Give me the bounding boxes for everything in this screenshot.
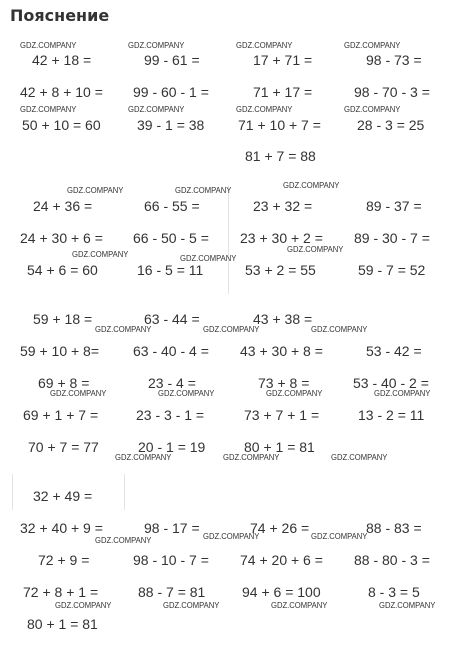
equation: 63 - 44 = — [144, 311, 200, 327]
equation: 73 + 7 + 1 = — [244, 407, 320, 423]
equation: 80 + 1 = 81 — [244, 439, 315, 455]
watermark: GDZ.COMPANY — [55, 600, 112, 610]
equation: 88 - 83 = — [366, 520, 422, 536]
watermark: GDZ.COMPANY — [266, 388, 323, 398]
page-title: Пояснение — [10, 6, 110, 25]
equation: 73 + 8 = — [258, 375, 310, 391]
equation: 72 + 9 = — [38, 552, 90, 568]
equation: 23 - 4 = — [148, 375, 196, 391]
equation: 16 - 5 = 11 — [137, 262, 204, 278]
watermark: GDZ.COMPANY — [236, 40, 293, 50]
watermark: GDZ.COMPANY — [203, 324, 260, 334]
watermark: GDZ.COMPANY — [203, 531, 260, 541]
equation: 88 - 80 - 3 = — [354, 552, 430, 568]
watermark: GDZ.COMPANY — [67, 185, 124, 195]
watermark: GDZ.COMPANY — [283, 180, 340, 190]
watermark: GDZ.COMPANY — [236, 104, 293, 114]
equation: 39 - 1 = 38 — [137, 117, 205, 133]
watermark: GDZ.COMPANY — [20, 40, 77, 50]
equation: 32 + 49 = — [33, 488, 93, 504]
equation: 13 - 2 = 11 — [358, 407, 425, 423]
watermark: GDZ.COMPANY — [379, 600, 436, 610]
equation: 88 - 7 = 81 — [138, 584, 206, 600]
equation: 28 - 3 = 25 — [357, 117, 425, 133]
watermark: GDZ.COMPANY — [50, 388, 107, 398]
equation: 17 + 71 = — [253, 52, 313, 68]
watermark: GDZ.COMPANY — [223, 452, 280, 462]
watermark: GDZ.COMPANY — [20, 104, 77, 114]
equation: 24 + 30 + 6 = — [20, 230, 103, 246]
equation: 42 + 18 = — [32, 52, 92, 68]
equation: 98 - 70 - 3 = — [354, 84, 430, 100]
separator — [228, 186, 229, 294]
watermark: GDZ.COMPANY — [72, 249, 129, 259]
equation: 50 + 10 = 60 — [22, 117, 101, 133]
equation: 63 - 40 - 4 = — [133, 343, 209, 359]
separator — [124, 474, 125, 510]
equation: 94 + 6 = 100 — [242, 584, 321, 600]
watermark: GDZ.COMPANY — [331, 452, 388, 462]
watermark: GDZ.COMPANY — [95, 535, 152, 545]
watermark: GDZ.COMPANY — [95, 324, 152, 334]
watermark: GDZ.COMPANY — [344, 104, 401, 114]
watermark: GDZ.COMPANY — [287, 244, 344, 254]
equation: 80 + 1 = 81 — [27, 616, 98, 632]
equation: 43 + 30 + 8 = — [240, 343, 323, 359]
equation: 99 - 60 - 1 = — [133, 84, 209, 100]
watermark: GDZ.COMPANY — [158, 388, 215, 398]
equation: 74 + 26 = — [250, 520, 310, 536]
equation: 70 + 7 = 77 — [28, 439, 99, 455]
equation: 81 + 7 = 88 — [245, 148, 316, 164]
watermark: GDZ.COMPANY — [115, 452, 172, 462]
equation: 59 + 10 + 8= — [20, 343, 100, 359]
equation: 72 + 8 + 1 = — [23, 584, 99, 600]
equation: 8 - 3 = 5 — [368, 584, 420, 600]
watermark: GDZ.COMPANY — [163, 600, 220, 610]
equation: 69 + 1 + 7 = — [23, 407, 99, 423]
equation: 98 - 17 = — [144, 520, 200, 536]
equation: 53 - 42 = — [366, 343, 422, 359]
watermark: GDZ.COMPANY — [311, 324, 368, 334]
equation: 24 + 36 = — [33, 198, 93, 214]
equation: 23 + 32 = — [253, 198, 313, 214]
equation: 42 + 8 + 10 = — [20, 84, 103, 100]
separator — [12, 474, 13, 510]
equation: 23 - 3 - 1 = — [136, 407, 205, 423]
equation: 32 + 40 + 9 = — [20, 520, 103, 536]
equation: 69 + 8 = — [38, 375, 90, 391]
equation: 66 - 55 = — [144, 198, 200, 214]
equation: 71 + 10 + 7 = — [238, 117, 321, 133]
equation: 66 - 50 - 5 = — [133, 230, 209, 246]
equation: 20 - 1 = 19 — [138, 439, 206, 455]
equation: 99 - 61 = — [144, 52, 200, 68]
watermark: GDZ.COMPANY — [128, 104, 185, 114]
equation: 59 - 7 = 52 — [358, 262, 426, 278]
equation: 53 + 2 = 55 — [245, 262, 316, 278]
equation: 54 + 6 = 60 — [27, 262, 98, 278]
equation: 98 - 10 - 7 = — [133, 552, 209, 568]
equation: 89 - 37 = — [366, 198, 422, 214]
watermark: GDZ.COMPANY — [180, 253, 237, 263]
watermark: GDZ.COMPANY — [344, 40, 401, 50]
equation: 89 - 30 - 7 = — [354, 230, 430, 246]
equation: 74 + 20 + 6 = — [240, 552, 323, 568]
equation: 53 - 40 - 2 = — [353, 375, 429, 391]
watermark: GDZ.COMPANY — [175, 185, 232, 195]
equation: 43 + 38 = — [253, 311, 313, 327]
equation: 98 - 73 = — [366, 52, 422, 68]
watermark: GDZ.COMPANY — [271, 600, 328, 610]
equation: 23 + 30 + 2 = — [240, 230, 323, 246]
watermark: GDZ.COMPANY — [374, 388, 431, 398]
equation: 59 + 18 = — [33, 311, 93, 327]
watermark: GDZ.COMPANY — [128, 40, 185, 50]
watermark: GDZ.COMPANY — [311, 531, 368, 541]
equation: 71 + 17 = — [253, 84, 313, 100]
